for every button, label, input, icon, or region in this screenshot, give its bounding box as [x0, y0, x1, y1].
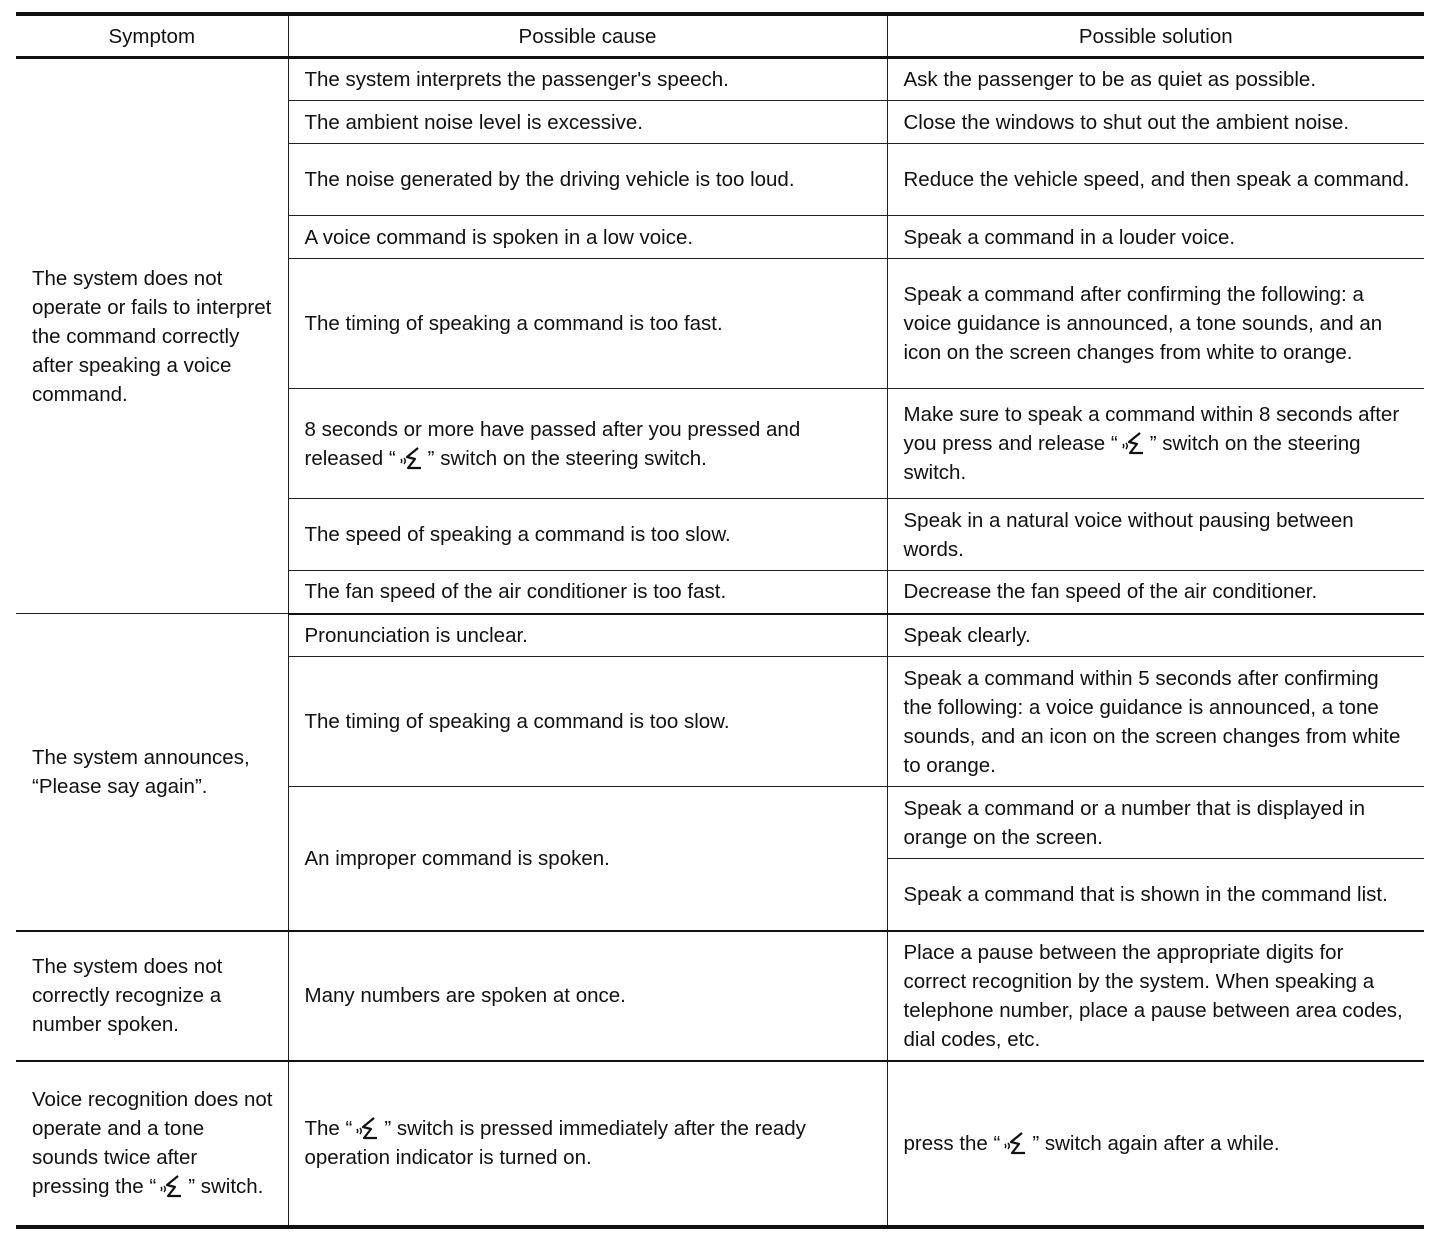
solution-text-end: ” switch again after a while. [1032, 1131, 1280, 1155]
voice-recognition-switch-icon [1002, 1130, 1030, 1156]
cause-text-start: 8 seconds or more have passed after you pressed and released “ [304, 417, 801, 470]
cause-cell [288, 1061, 887, 1227]
voice-recognition-switch-icon [398, 445, 426, 471]
solution-cell: Close the windows to shut out the ambient noise. [887, 101, 1424, 144]
solution-cell: Speak in a natural voice without pausing between words. [887, 499, 1424, 571]
solution-text-start: press the “ [903, 1131, 1001, 1155]
solution-cell: Speak clearly. [887, 614, 1424, 657]
solution-cell [887, 1061, 1424, 1227]
table-row [16, 931, 1424, 1061]
solution-cell: Reduce the vehicle speed, and then speak a command. [887, 144, 1424, 216]
cause-cell: The noise generated by the driving vehicle is too loud. [288, 144, 887, 216]
cause-cell: The timing of speaking a command is too fast. [288, 259, 887, 389]
solution-text-end: ” switch on the steering switch. [903, 432, 1361, 484]
symptom-cell: The system does not operate or fails to interpret the command correctly after speaking a voice command. [16, 58, 288, 614]
table-row [16, 1061, 1424, 1227]
solution-text-start: Make sure to speak a command within 8 seconds after you press and release “ [903, 403, 1400, 455]
solution-cell: Speak a command or a number that is displayed in orange on the screen. [887, 787, 1424, 859]
cause-cell: Many numbers are spoken at once. [288, 931, 887, 1061]
table-row [16, 614, 1424, 657]
cause-cell: A voice command is spoken in a low voice. [288, 216, 887, 259]
symptom-text-end: ” switch. [188, 1175, 264, 1198]
solution-cell [887, 389, 1424, 499]
voice-recognition-switch-icon [354, 1115, 382, 1141]
solution-cell: Place a pause between the appropriate digits for correct recognition by the system. When speaking a telephone number, place a pause between area codes, dial codes, etc. [887, 931, 1424, 1061]
table-row [16, 58, 1424, 101]
cause-cell [288, 389, 887, 499]
solution-cell: Speak a command after confirming the following: a voice guidance is announced, a tone sounds, and an icon on the screen changes from white to orange. [887, 259, 1424, 389]
cause-cell: The ambient noise level is excessive. [288, 101, 887, 144]
solution-cell: Decrease the fan speed of the air conditioner. [887, 571, 1424, 614]
symptom-cell [16, 1061, 288, 1227]
symptom-cell: The system announces, “Please say again”. [16, 614, 288, 931]
cause-text-end: ” switch is pressed immediately after the ready operation indicator is turned on. [304, 1117, 806, 1169]
cause-cell: The timing of speaking a command is too slow. [288, 657, 887, 787]
voice-recognition-switch-icon [158, 1173, 186, 1199]
voice-recognition-switch-icon [1120, 430, 1148, 456]
header-row [16, 14, 1424, 58]
solution-cell: Ask the passenger to be as quiet as possible. [887, 58, 1424, 101]
cause-cell: Pronunciation is unclear. [288, 614, 887, 657]
header-possible-solution: Possible solution [887, 14, 1424, 58]
header-symptom: Symptom [16, 14, 288, 58]
header-possible-cause: Possible cause [288, 14, 887, 58]
symptom-text-start: Voice recognition does not operate and a tone sounds twice after pressing the “ [32, 1088, 273, 1198]
solution-cell: Speak a command that is shown in the command list. [887, 859, 1424, 931]
cause-cell: An improper command is spoken. [288, 787, 887, 931]
cause-text-end: ” switch on the steering switch. [427, 446, 707, 470]
solution-cell: Speak a command within 5 seconds after confirming the following: a voice guidance is announced, a tone sounds, and an icon on the screen changes from white to orange. [887, 657, 1424, 787]
cause-text-start: The “ [304, 1117, 353, 1140]
cause-cell: The fan speed of the air conditioner is too fast. [288, 571, 887, 614]
solution-cell: Speak a command in a louder voice. [887, 216, 1424, 259]
cause-cell: The speed of speaking a command is too slow. [288, 499, 887, 571]
troubleshooting-table [16, 12, 1424, 1229]
cause-cell: The system interprets the passenger's speech. [288, 58, 887, 101]
symptom-cell: The system does not correctly recognize a number spoken. [16, 931, 288, 1061]
